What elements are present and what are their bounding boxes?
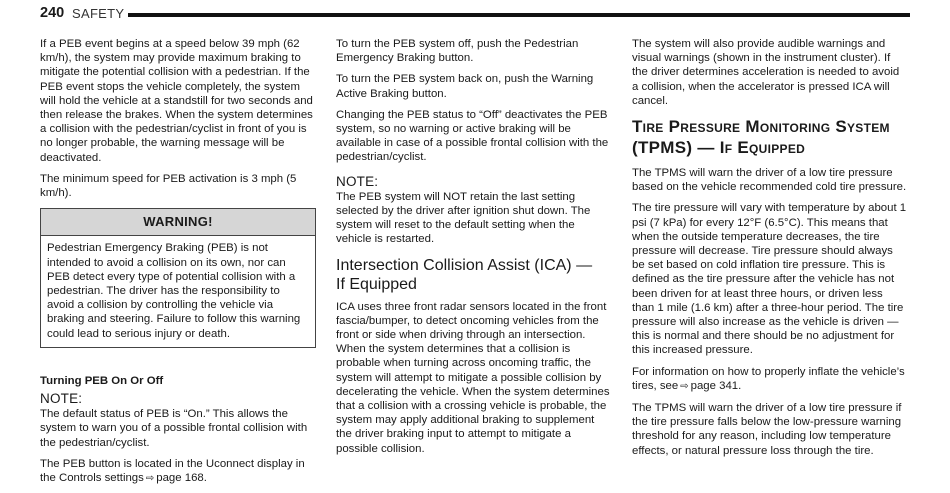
section-name: SAFETY bbox=[72, 6, 125, 21]
heading-ica-line1: Intersection Collision Assist (ICA) — bbox=[336, 256, 593, 274]
paragraph-peb-min-speed: The minimum speed for PEB activation is 3 mph (5 km/h). bbox=[40, 172, 297, 200]
paragraph-peb-button bbox=[40, 457, 316, 486]
paragraph-peb-off: To turn the PEB system off, push the Pedestrian Emergency Braking button. bbox=[336, 38, 579, 65]
paragraph-peb-on: To turn the PEB system back on, push the Warning Active Braking button. bbox=[336, 73, 594, 100]
warning-text: Pedestrian Emergency Braking (PEB) is not intended to avoid a collision on its own, nor can PEB detect every type of potential collision with a pedestrian. The driver has the responsibility to avoid a collision by controlling the vehicle via braking and steering. Failure to follow this warning could lead to serious injury or death. bbox=[47, 242, 301, 340]
heading-tpms-line1: Tire Pressure Monitoring System bbox=[632, 117, 890, 137]
heading-tpms bbox=[632, 116, 908, 158]
note-text: The default status of PEB is “On.” This allows the system to warn you of a possible frontal collision with the pedestrian/cyclist. bbox=[40, 408, 308, 449]
note-label: NOTE: bbox=[40, 391, 83, 407]
heading-ica bbox=[336, 256, 612, 294]
paragraph-tpms-temperature: The tire pressure will vary with temperature by about 1 psi (7 kPa) for every 12°F (6.5°C). This means that when the outside temperature decreases, the tire pressure will decrease. Tire pressure should always be set based on cold inflation tire pressure. This is defined as the tire pressure after the vehicle has not been driven for at least three hours, or driven less than 1 mile (1.6 km) after a three-hour period. The tire pressure will also increase as the vehicle is driven — this is normal and there should be no adjustment for this increased pressure. bbox=[632, 202, 907, 357]
inflate-text: For information on how to properly inflate the vehicle’s tires, see bbox=[632, 365, 905, 392]
warning-box bbox=[40, 208, 316, 348]
page-reference-arrow-icon: ⇨ bbox=[145, 473, 155, 485]
header-rule bbox=[128, 13, 910, 17]
note-label: NOTE: bbox=[336, 173, 379, 189]
page-reference-link[interactable]: page 341. bbox=[690, 379, 742, 392]
column-right bbox=[632, 37, 908, 465]
column-left bbox=[40, 37, 316, 493]
paragraph-ica-warnings: The system will also provide audible warnings and visual warnings (shown in the instrument cluster). If the driver determines acceleration is needed to avoid a collision, when the accelerator is pressed ICA will cancel. bbox=[632, 38, 900, 107]
paragraph-ica: ICA uses three front radar sensors located in the front fascia/bumper, to detect oncoming vehicles from the front or side when driving through an intersection. When the system determines that a collision is probable when turning across oncoming traffic, the system will attempt to mitigate a possible collision by decelerating the vehicle. When the system determines that a collision with a crossing vehicle is probable, the system may apply additional braking to supplement the driver braking input to attempt to mitigate a possible collision. bbox=[336, 300, 610, 455]
paragraph-peb-speed: If a PEB event begins at a speed below 39 mph (62 km/h), the system may provide maximum braking to mitigate the potential collision with a pedestrian. If the PEB event stops the vehicle completely, the system will hold the vehicle at a standstill for two seconds and then release the brakes. When the system determines a collision with the pedestrian/cyclist in front of you is no longer probable, the warning message will be deactivated. bbox=[40, 38, 313, 164]
page-reference-arrow-icon: ⇨ bbox=[680, 380, 689, 392]
paragraph-tpms-warning: The TPMS will warn the driver of a low tire pressure if the tire pressure falls below the low-pressure warning threshold for any reason, including low temperature effects, or natural pressure loss through the tire. bbox=[632, 402, 902, 457]
page-number: 240 bbox=[40, 5, 65, 21]
paragraph-tpms-intro: The TPMS will warn the driver of a low tire pressure based on the vehicle recommended cold tire pressure. bbox=[632, 167, 907, 194]
paragraph-tpms-inflate bbox=[632, 365, 908, 394]
heading-tpms-line2: (TPMS) — If Equipped bbox=[632, 138, 806, 158]
heading-ica-line2: If Equipped bbox=[336, 275, 417, 293]
note-text: The PEB system will NOT retain the last setting selected by the driver after ignition shut down. The system will reset to the default setting when the vehicle is restarted. bbox=[336, 190, 591, 246]
peb-button-text: The PEB button is located in the Uconnect display in the Controls settings bbox=[40, 457, 305, 485]
subheading-turning-peb: Turning PEB On Or Off bbox=[40, 374, 164, 387]
page-reference-link[interactable]: page 168. bbox=[156, 472, 207, 485]
paragraph-peb-status: Changing the PEB status to “Off” deactivates the PEB system, so no warning or active braking will be available in case of a possible frontal collision with the pedestrian/cyclist. bbox=[336, 108, 609, 164]
warning-title: WARNING! bbox=[41, 209, 315, 236]
column-middle bbox=[336, 37, 612, 463]
page-header bbox=[40, 4, 910, 24]
